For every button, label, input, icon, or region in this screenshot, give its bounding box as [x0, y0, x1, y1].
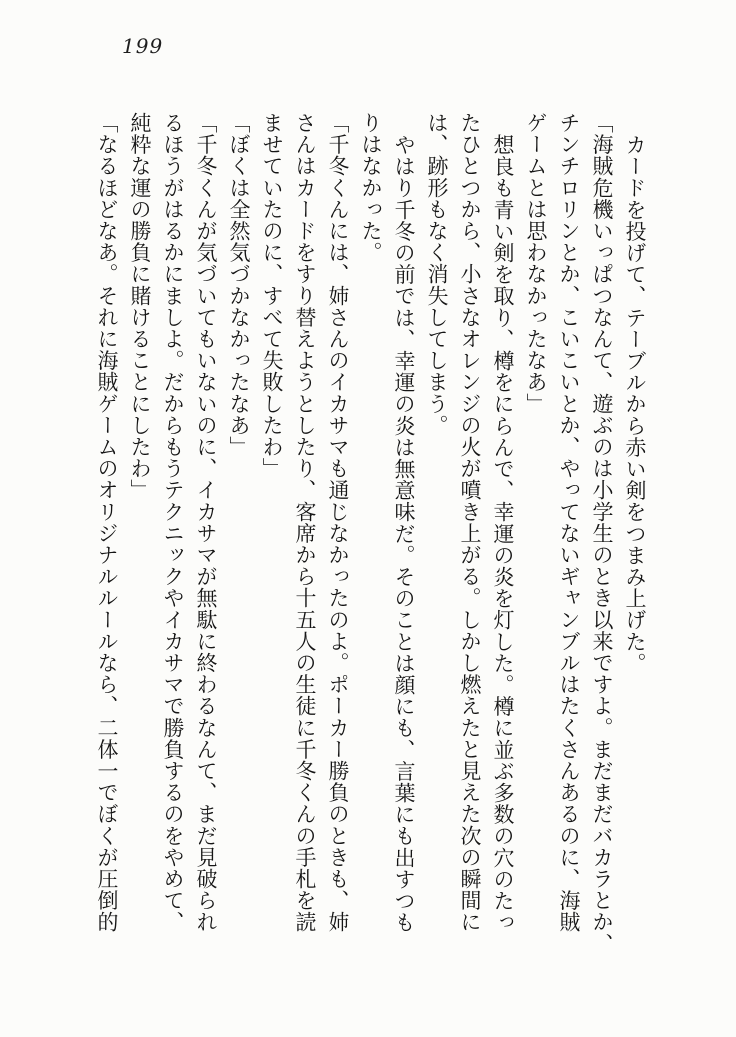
text-line: さんはカードをすり替えようとしたり、客席から十五人の生徒に千冬くんの手札を読	[293, 112, 317, 933]
text-line: 「海賊危機いっぱつなんて、遊ぶのは小学生のとき以来ですよ。まだまだバカラとか、	[590, 112, 614, 955]
text-line: るほうがはるかにましよ。だからもうテクニックやイカサマで勝負するのをやめて、	[161, 112, 185, 933]
text-line: 「千冬くんが気づいてもいないのに、イカサマが無駄に終わるなんて、まだ見破られ	[194, 112, 218, 933]
page-number: 199	[122, 34, 164, 58]
text-line: やはり千冬の前では、幸運の炎は無意味だ。そのことは顔にも、言葉にも出すつも	[392, 134, 416, 934]
text-line: たひとつから、小さなオレンジの火が噴き上がる。しかし燃えたと見えた次の瞬間に	[458, 112, 482, 933]
text-line: は、跡形もなく消失してしまう。	[425, 112, 449, 436]
text-line: チンチロリンとか、こいこいとか、やってないギャンブルはたくさんあるのに、海賊	[557, 112, 581, 933]
text-block	[90, 112, 651, 955]
text-line: カードを投げて、テーブルから赤い剣をつまみ上げた。	[623, 134, 647, 674]
text-line: 「ぼくは全然気づかなかったなあ」	[227, 112, 251, 458]
text-line: ゲームとは思わなかったなあ」	[524, 112, 548, 415]
text-line: 「なるほどなあ。それに海賊ゲームのオリジナルルールなら、二体一でぼくが圧倒的	[95, 112, 119, 933]
text-line: ませていたのに、すべて失敗したわ」	[260, 112, 284, 480]
text-line: 想良も青い剣を取り、樽をにらんで、幸運の炎を灯した。樽に並ぶ多数の穴のたっ	[491, 134, 515, 934]
text-line: 「千冬くんには、姉さんのイカサマも通じなかったのよ。ポーカー勝負のときも、姉	[326, 112, 350, 933]
text-line: りはなかった。	[359, 112, 383, 264]
text-line: 純粋な運の勝負に賭けることにしたわ」	[128, 112, 152, 501]
